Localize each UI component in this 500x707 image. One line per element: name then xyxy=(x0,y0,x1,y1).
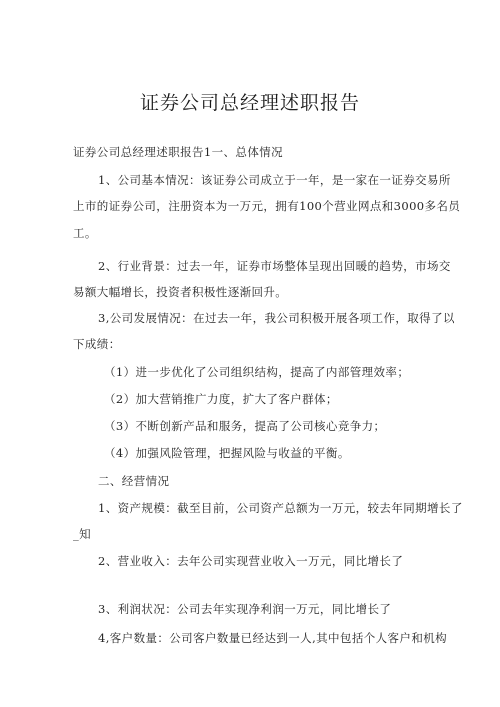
paragraph-line: 4,客户数量：公司客户数量已经达到一人,其中包括个人客户和机构 xyxy=(98,631,448,645)
paragraph-line: 上市的证券公司，注册资本为一万元，拥有100个营业网点和3000多名员 xyxy=(73,199,461,213)
paragraph-line: 易额大幅增长，投资者积极性逐渐回升。 xyxy=(73,285,288,299)
document-title: 证券公司总经理述职报告 xyxy=(139,92,360,114)
list-item: （1）进一步优化了公司组织结构，提高了内部管理效率； xyxy=(104,365,410,379)
paragraph-line: 3,公司发展情况：在过去一年，我公司积极开展各项工作，取得了以 xyxy=(98,311,455,325)
list-item: （3）不断创新产品和服务，提高了公司核心竞争力； xyxy=(104,419,386,433)
intro-line: 证券公司总经理述职报告1一、总体情况 xyxy=(73,145,284,159)
paragraph-line: _知 xyxy=(73,527,92,541)
paragraph-line: 工。 xyxy=(73,226,97,240)
paragraph-line: 下成绩： xyxy=(73,337,121,351)
list-item: （2）加大营销推广力度，扩大了客户群体； xyxy=(104,392,338,406)
list-item: （4）加强风险管理，把握风险与收益的平衡。 xyxy=(104,446,350,460)
paragraph-line: 1、资产规模：截至目前，公司资产总额为一万元，较去年同期增长了 xyxy=(98,501,463,515)
paragraph-line: 3、利润状况：公司去年实现净利润一万元，同比增长了 xyxy=(98,602,392,616)
section-heading: 二、经营情况 xyxy=(98,474,170,488)
paragraph-line: 2、行业背景：过去一年，证券市场整体呈现出回暖的趋势，市场交 xyxy=(98,259,451,273)
paragraph-line: 2、营业收入：去年公司实现营业收入一万元，同比增长了 xyxy=(98,554,404,568)
paragraph-line: 1、公司基本情况：该证券公司成立于一年，是一家在一证券交易所 xyxy=(98,173,451,187)
